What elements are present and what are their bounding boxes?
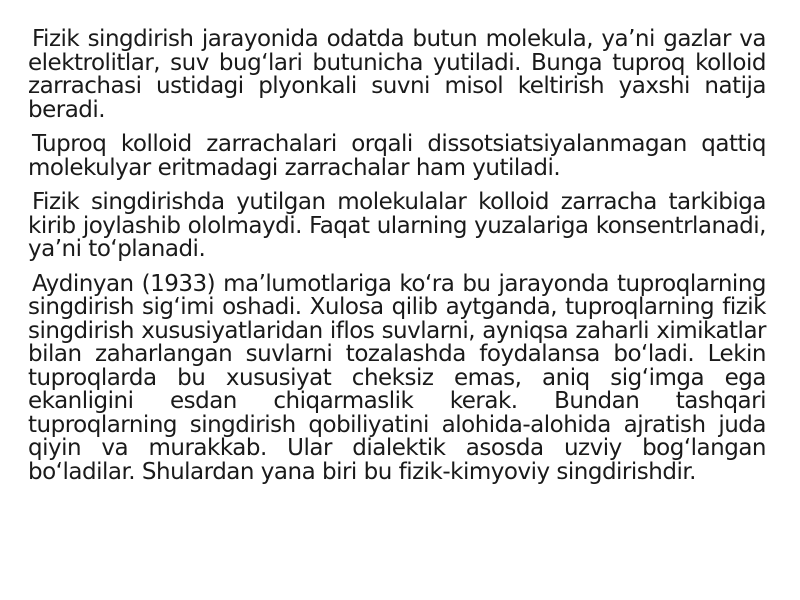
document-body — [28, 28, 766, 495]
paragraph-1: Fizik singdirish jarayonida odatda butun molekula, ya’ni gazlar va elektrolitlar, suv bug‘lari butunicha yutiladi. Bunga tuproq kolloid zarrachasi ustidagi plyonkali suvni misol keltirish yaxshi natija beradi. — [28, 26, 766, 123]
paragraph-3: Fizik singdirishda yutilgan molekulalar kolloid zarracha tarkibiga kirib joylashib ololmaydi. Faqat ularning yuzalariga konsentrlanadi, ya’ni to‘planadi. — [28, 189, 766, 262]
paragraph-2: Tuproq kolloid zarrachalari orqali dissotsiatsiyalanmagan qattiq molekulyar eritmadagi zarrachalar ham yutiladi. — [28, 131, 766, 181]
paragraph-4: Aydinyan (1933) ma’lumotlariga ko‘ra bu jarayonda tuproqlarning singdirish sig‘imi oshadi. Xulosa qilib aytganda, tuproqlarning fizik singdirish xususiyatlaridan iflos suvlarni, ayniqsa zaharli ximikatlar bilan zaharlangan suvlarni tozalashda foydalansa bo‘ladi. Lekin tuproqlarda bu xususiyat cheksiz emas, aniq sig‘imga ega ekanligini esdan chiqarmaslik kerak. Bundan tashqari tuproqlarning singdirish qobiliyatini alohida-alohida ajratish juda qiyin va murakkab. Ular dialektik asosda uzviy bog‘langan bo‘ladilar. Shulardan yana biri bu fizik-kimyoviy singdirishdir. — [28, 270, 766, 485]
